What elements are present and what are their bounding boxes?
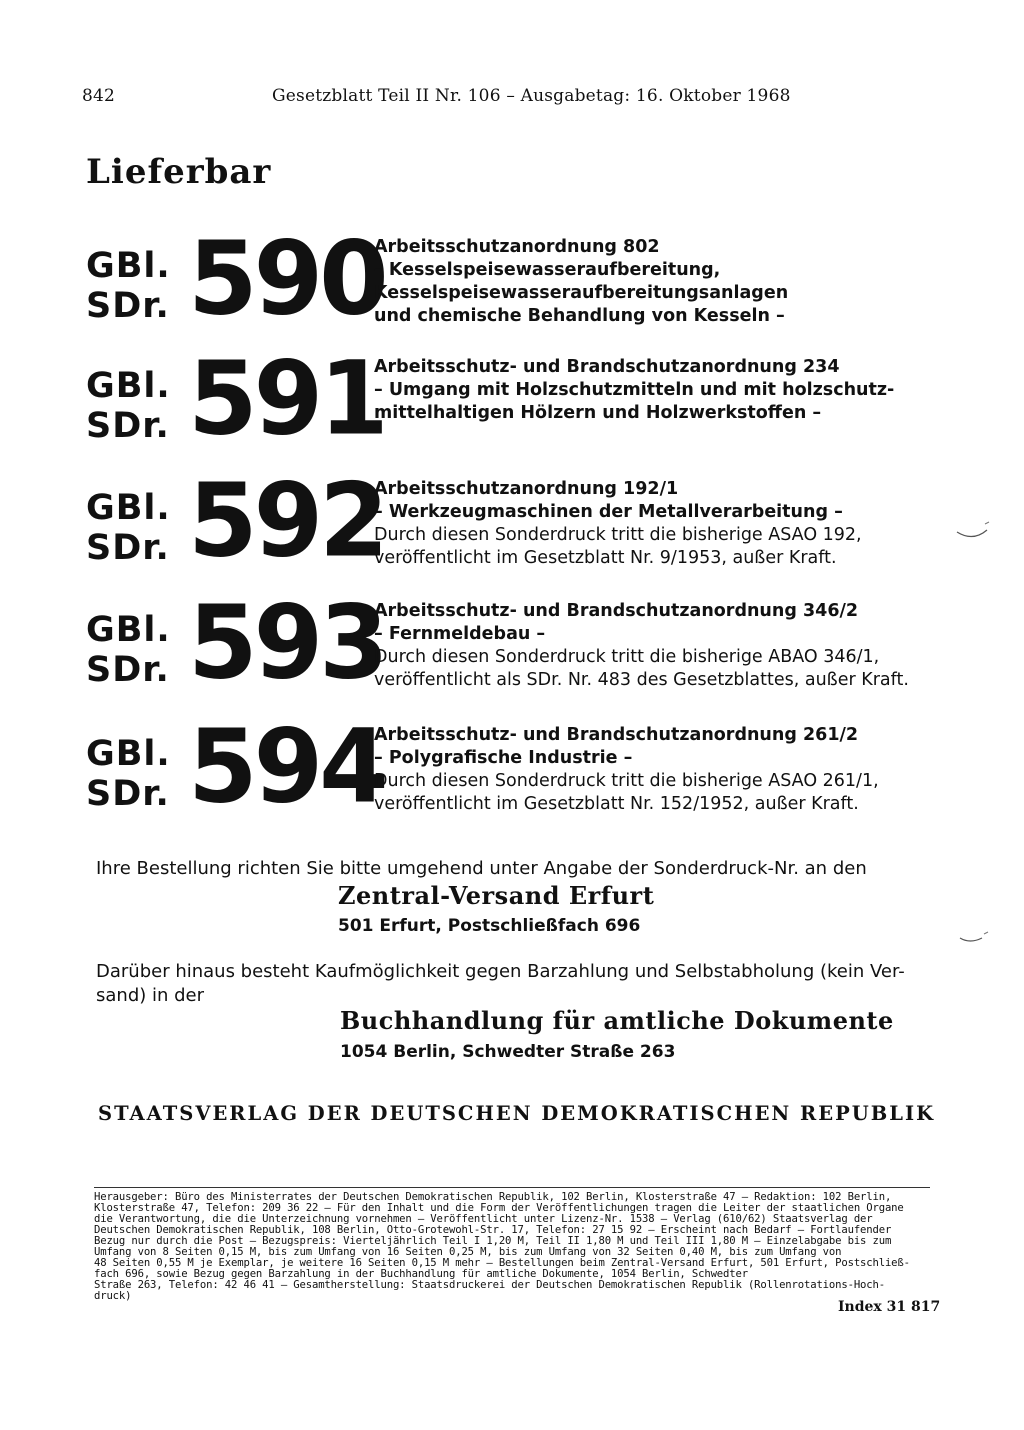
entry-title: Arbeitsschutz- und Brandschutzanordnung 261/2 xyxy=(374,725,859,745)
entry-number: 594 xyxy=(188,706,385,827)
entry-description xyxy=(374,724,954,816)
entry-subtitle-line: Kesselspeisewasseraufbereitungsanlagen xyxy=(374,283,789,303)
label-sdr: SDr. xyxy=(86,406,170,446)
entry-number: 591 xyxy=(188,338,385,459)
imprint-line: Deutschen Demokratischen Republik, 108 Berlin, Otto-Grotewohl-Str. 17, Telefon: 27 15 92 – Erscheint nach Bedarf – Fortlaufender xyxy=(94,1224,892,1236)
entry-note-line: Durch diesen Sonderdruck tritt die bisherige ASAO 192, xyxy=(374,525,862,545)
page-number: 842 xyxy=(82,86,116,106)
publication-entry xyxy=(86,338,946,466)
label-sdr: SDr. xyxy=(86,650,170,690)
order-recipient-address: 501 Erfurt, Postschließfach 696 xyxy=(338,916,641,936)
imprint-line: 48 Seiten 0,55 M je Exemplar, je weitere 16 Seiten 0,15 M mehr – Bestellungen beim Zentral-Versand Erfurt, 501 Erfurt, Postschließ- xyxy=(94,1257,910,1269)
section-heading: Lieferbar xyxy=(86,152,272,192)
imprint-line: Bezug nur durch die Post – Bezugspreis: Vierteljährlich Teil I 1,20 M, Teil II 1,80 M und Teil III 1,80 M – Einzelabgabe bis zum xyxy=(94,1235,892,1247)
label-gbl: GBl. xyxy=(86,488,171,528)
entry-label xyxy=(86,610,186,690)
entry-note-line: veröffentlicht als SDr. Nr. 483 des Gesetzblattes, außer Kraft. xyxy=(374,670,909,690)
label-sdr: SDr. xyxy=(86,286,170,326)
entry-number: 592 xyxy=(188,460,385,581)
label-gbl: GBl. xyxy=(86,734,171,774)
entry-subtitle-line: – Fernmeldebau – xyxy=(374,624,546,644)
entry-subtitle-line: – Werkzeugmaschinen der Metallverarbeitung – xyxy=(374,502,843,522)
imprint-divider xyxy=(94,1187,930,1188)
entry-subtitle-line: mittelhaltigen Hölzern und Holzwerkstoffen – xyxy=(374,403,822,423)
entry-note-line: veröffentlicht im Gesetzblatt Nr. 152/1952, außer Kraft. xyxy=(374,794,859,814)
label-gbl: GBl. xyxy=(86,246,171,286)
entry-label xyxy=(86,488,186,568)
publication-entry xyxy=(86,582,946,710)
imprint-line: fach 696, sowie Bezug gegen Barzahlung in der Buchhandlung für amtliche Dokumente, 1054 Berlin, Schwedter xyxy=(94,1268,748,1280)
entry-description xyxy=(374,356,954,425)
bookshop-name: Buchhandlung für amtliche Dokumente xyxy=(340,1006,894,1035)
imprint-line: Straße 263, Telefon: 42 46 41 – Gesamtherstellung: Staatsdruckerei der Deutschen Demokratischen Republik (Rollenrotations-Hoch- xyxy=(94,1279,885,1291)
entry-description xyxy=(374,478,954,570)
entry-title: Arbeitsschutzanordnung 802 xyxy=(374,237,660,257)
label-gbl: GBl. xyxy=(86,366,171,406)
imprint-line: druck) xyxy=(94,1290,132,1302)
entry-title: Arbeitsschutz- und Brandschutzanordnung 234 xyxy=(374,357,840,377)
bookshop-address: 1054 Berlin, Schwedter Straße 263 xyxy=(340,1042,676,1062)
publication-entry xyxy=(86,218,946,346)
entry-description xyxy=(374,236,954,328)
entry-note-line: Durch diesen Sonderdruck tritt die bisherige ASAO 261/1, xyxy=(374,771,879,791)
imprint-block xyxy=(94,1192,930,1302)
imprint-line: Umfang von 8 Seiten 0,15 M, bis zum Umfang von 16 Seiten 0,25 M, bis zum Umfang von 32 Seiten 0,40 M, bis zum Umfang von xyxy=(94,1246,842,1258)
publisher-name: STAATSVERLAG DER DEUTSCHEN DEMOKRATISCHEN REPUBLIK xyxy=(98,1102,936,1125)
entry-note-line: Durch diesen Sonderdruck tritt die bisherige ABAO 346/1, xyxy=(374,647,880,667)
entry-subtitle-line: und chemische Behandlung von Kesseln – xyxy=(374,306,785,326)
entry-number: 590 xyxy=(188,218,385,339)
entry-description xyxy=(374,600,954,692)
imprint-line: die Verantwortung, die die Unterzeichnung vornehmen – Veröffentlicht unter Lizenz-Nr. 1538 – Verlag (610/62) Staatsverlag der xyxy=(94,1213,873,1225)
scan-mark-icon xyxy=(958,928,994,948)
entry-title: Arbeitsschutz- und Brandschutzanordnung 346/2 xyxy=(374,601,859,621)
entry-note-line: veröffentlicht im Gesetzblatt Nr. 9/1953, außer Kraft. xyxy=(374,548,837,568)
entry-label xyxy=(86,246,186,326)
entry-subtitle-line: – Kesselspeisewasseraufbereitung, xyxy=(374,260,721,280)
label-sdr: SDr. xyxy=(86,774,170,814)
order-instructions: Ihre Bestellung richten Sie bitte umgehend unter Angabe der Sonderdruck-Nr. an den xyxy=(96,858,867,879)
publication-entry xyxy=(86,460,946,588)
entry-subtitle-line: – Umgang mit Holzschutzmitteln und mit holzschutz- xyxy=(374,380,895,400)
entry-subtitle-line: – Polygrafische Industrie – xyxy=(374,748,633,768)
label-gbl: GBl. xyxy=(86,610,171,650)
cash-text-line: sand) in der xyxy=(96,985,205,1006)
cash-purchase-text xyxy=(96,960,926,1008)
imprint-line: Herausgeber: Büro des Ministerrates der Deutschen Demokratischen Republik, 102 Berlin, Klosterstraße 47 – Redaktion: 102 Berlin, xyxy=(94,1191,892,1203)
entry-title: Arbeitsschutzanordnung 192/1 xyxy=(374,479,679,499)
entry-number: 593 xyxy=(188,582,385,703)
publication-entry xyxy=(86,706,946,834)
index-number: Index 31 817 xyxy=(838,1299,941,1315)
label-sdr: SDr. xyxy=(86,528,170,568)
entry-label xyxy=(86,734,186,814)
cash-text-line: Darüber hinaus besteht Kaufmöglichkeit gegen Barzahlung und Selbstabholung (kein Ver- xyxy=(96,961,905,982)
header-title: Gesetzblatt Teil II Nr. 106 – Ausgabetag: 16. Oktober 1968 xyxy=(272,86,791,106)
scan-mark-icon xyxy=(955,520,995,550)
imprint-line: Klosterstraße 47, Telefon: 209 36 22 – Für den Inhalt und die Form der Veröffentlichungen tragen die Leiter der staatlichen Organe xyxy=(94,1202,904,1214)
entry-label xyxy=(86,366,186,446)
order-recipient-name: Zentral-Versand Erfurt xyxy=(338,881,655,910)
